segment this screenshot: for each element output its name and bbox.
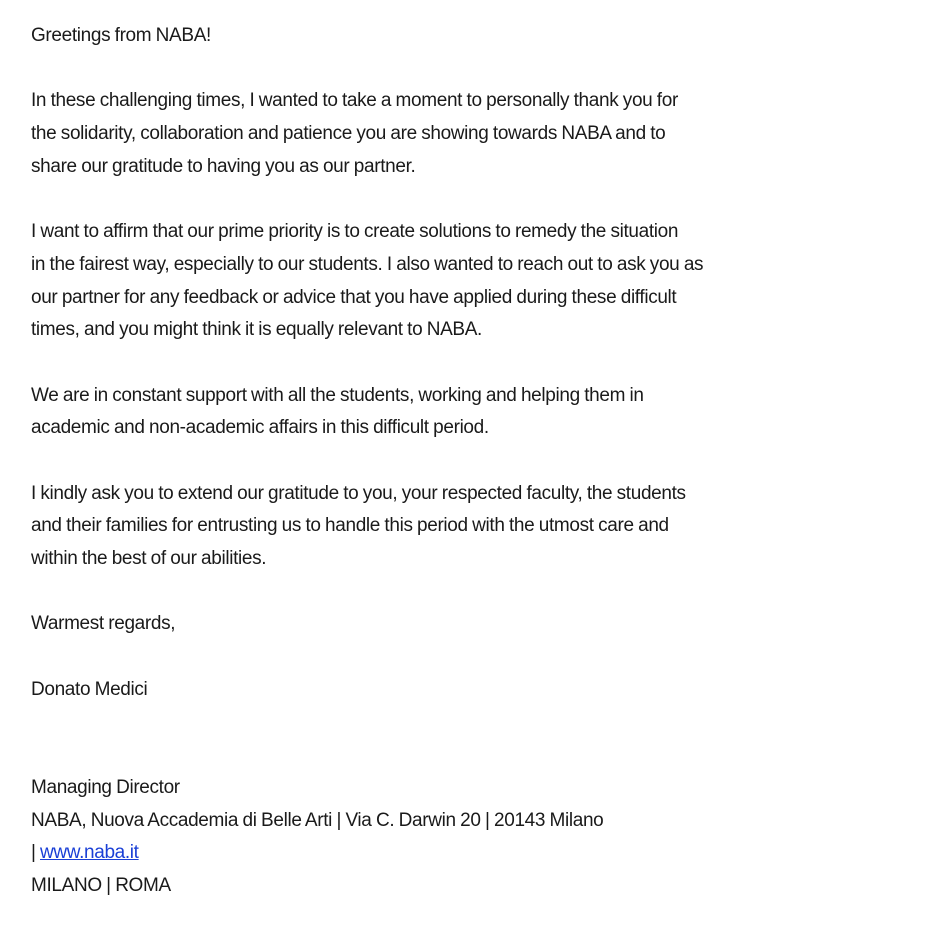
- separator: |: [31, 842, 41, 864]
- greeting: Greetings from NABA!: [31, 25, 211, 46]
- paragraph-line: times, and you might think it is equally relevant to NABA.: [31, 319, 482, 341]
- closing: Warmest regards,: [31, 613, 176, 635]
- paragraph-line: our partner for any feedback or advice that you have applied during these difficult: [31, 286, 677, 308]
- paragraph-thanks: [31, 85, 921, 183]
- paragraph-line: I want to affirm that our prime priority is to create solutions to remedy the situation: [31, 221, 679, 243]
- website-line: [31, 837, 921, 870]
- spacer: [31, 347, 921, 380]
- paragraph-line: the solidarity, collaboration and patience you are showing towards NABA and to: [31, 123, 666, 145]
- spacer: [31, 641, 921, 674]
- cities-line: MILANO | ROMA: [31, 874, 171, 896]
- address-line: NABA, Nuova Accademia di Belle Arti | Via C. Darwin 20 | 20143 Milano: [31, 809, 604, 831]
- paragraph-line: in the fairest way, especially to our students. I also wanted to reach out to ask you as: [31, 253, 704, 275]
- website-link[interactable]: www.naba.it: [40, 842, 139, 864]
- paragraph-line: share our gratitude to having you as our partner.: [31, 155, 416, 177]
- spacer: [31, 445, 921, 478]
- paragraph-support: [31, 380, 921, 445]
- paragraph-gratitude: [31, 478, 921, 576]
- paragraph-line: In these challenging times, I wanted to take a moment to personally thank you for: [31, 90, 678, 112]
- spacer: [31, 576, 921, 609]
- signer-title: Managing Director: [31, 776, 180, 798]
- spacer: [31, 183, 921, 216]
- spacer: [31, 53, 921, 86]
- paragraph-line: academic and non-academic affairs in this difficult period.: [31, 417, 489, 439]
- paragraph-line: We are in constant support with all the students, working and helping them in: [31, 384, 644, 406]
- paragraph-line: and their families for entrusting us to handle this period with the utmost care and: [31, 515, 669, 537]
- signature-block: [31, 772, 921, 903]
- paragraph-line: within the best of our abilities.: [31, 548, 267, 569]
- spacer: [31, 706, 921, 771]
- paragraph-priority: [31, 216, 921, 347]
- paragraph-line: I kindly ask you to extend our gratitude to you, your respected faculty, the students: [31, 482, 686, 504]
- letter-body: [31, 20, 921, 903]
- signer-name: Donato Medici: [31, 678, 148, 700]
